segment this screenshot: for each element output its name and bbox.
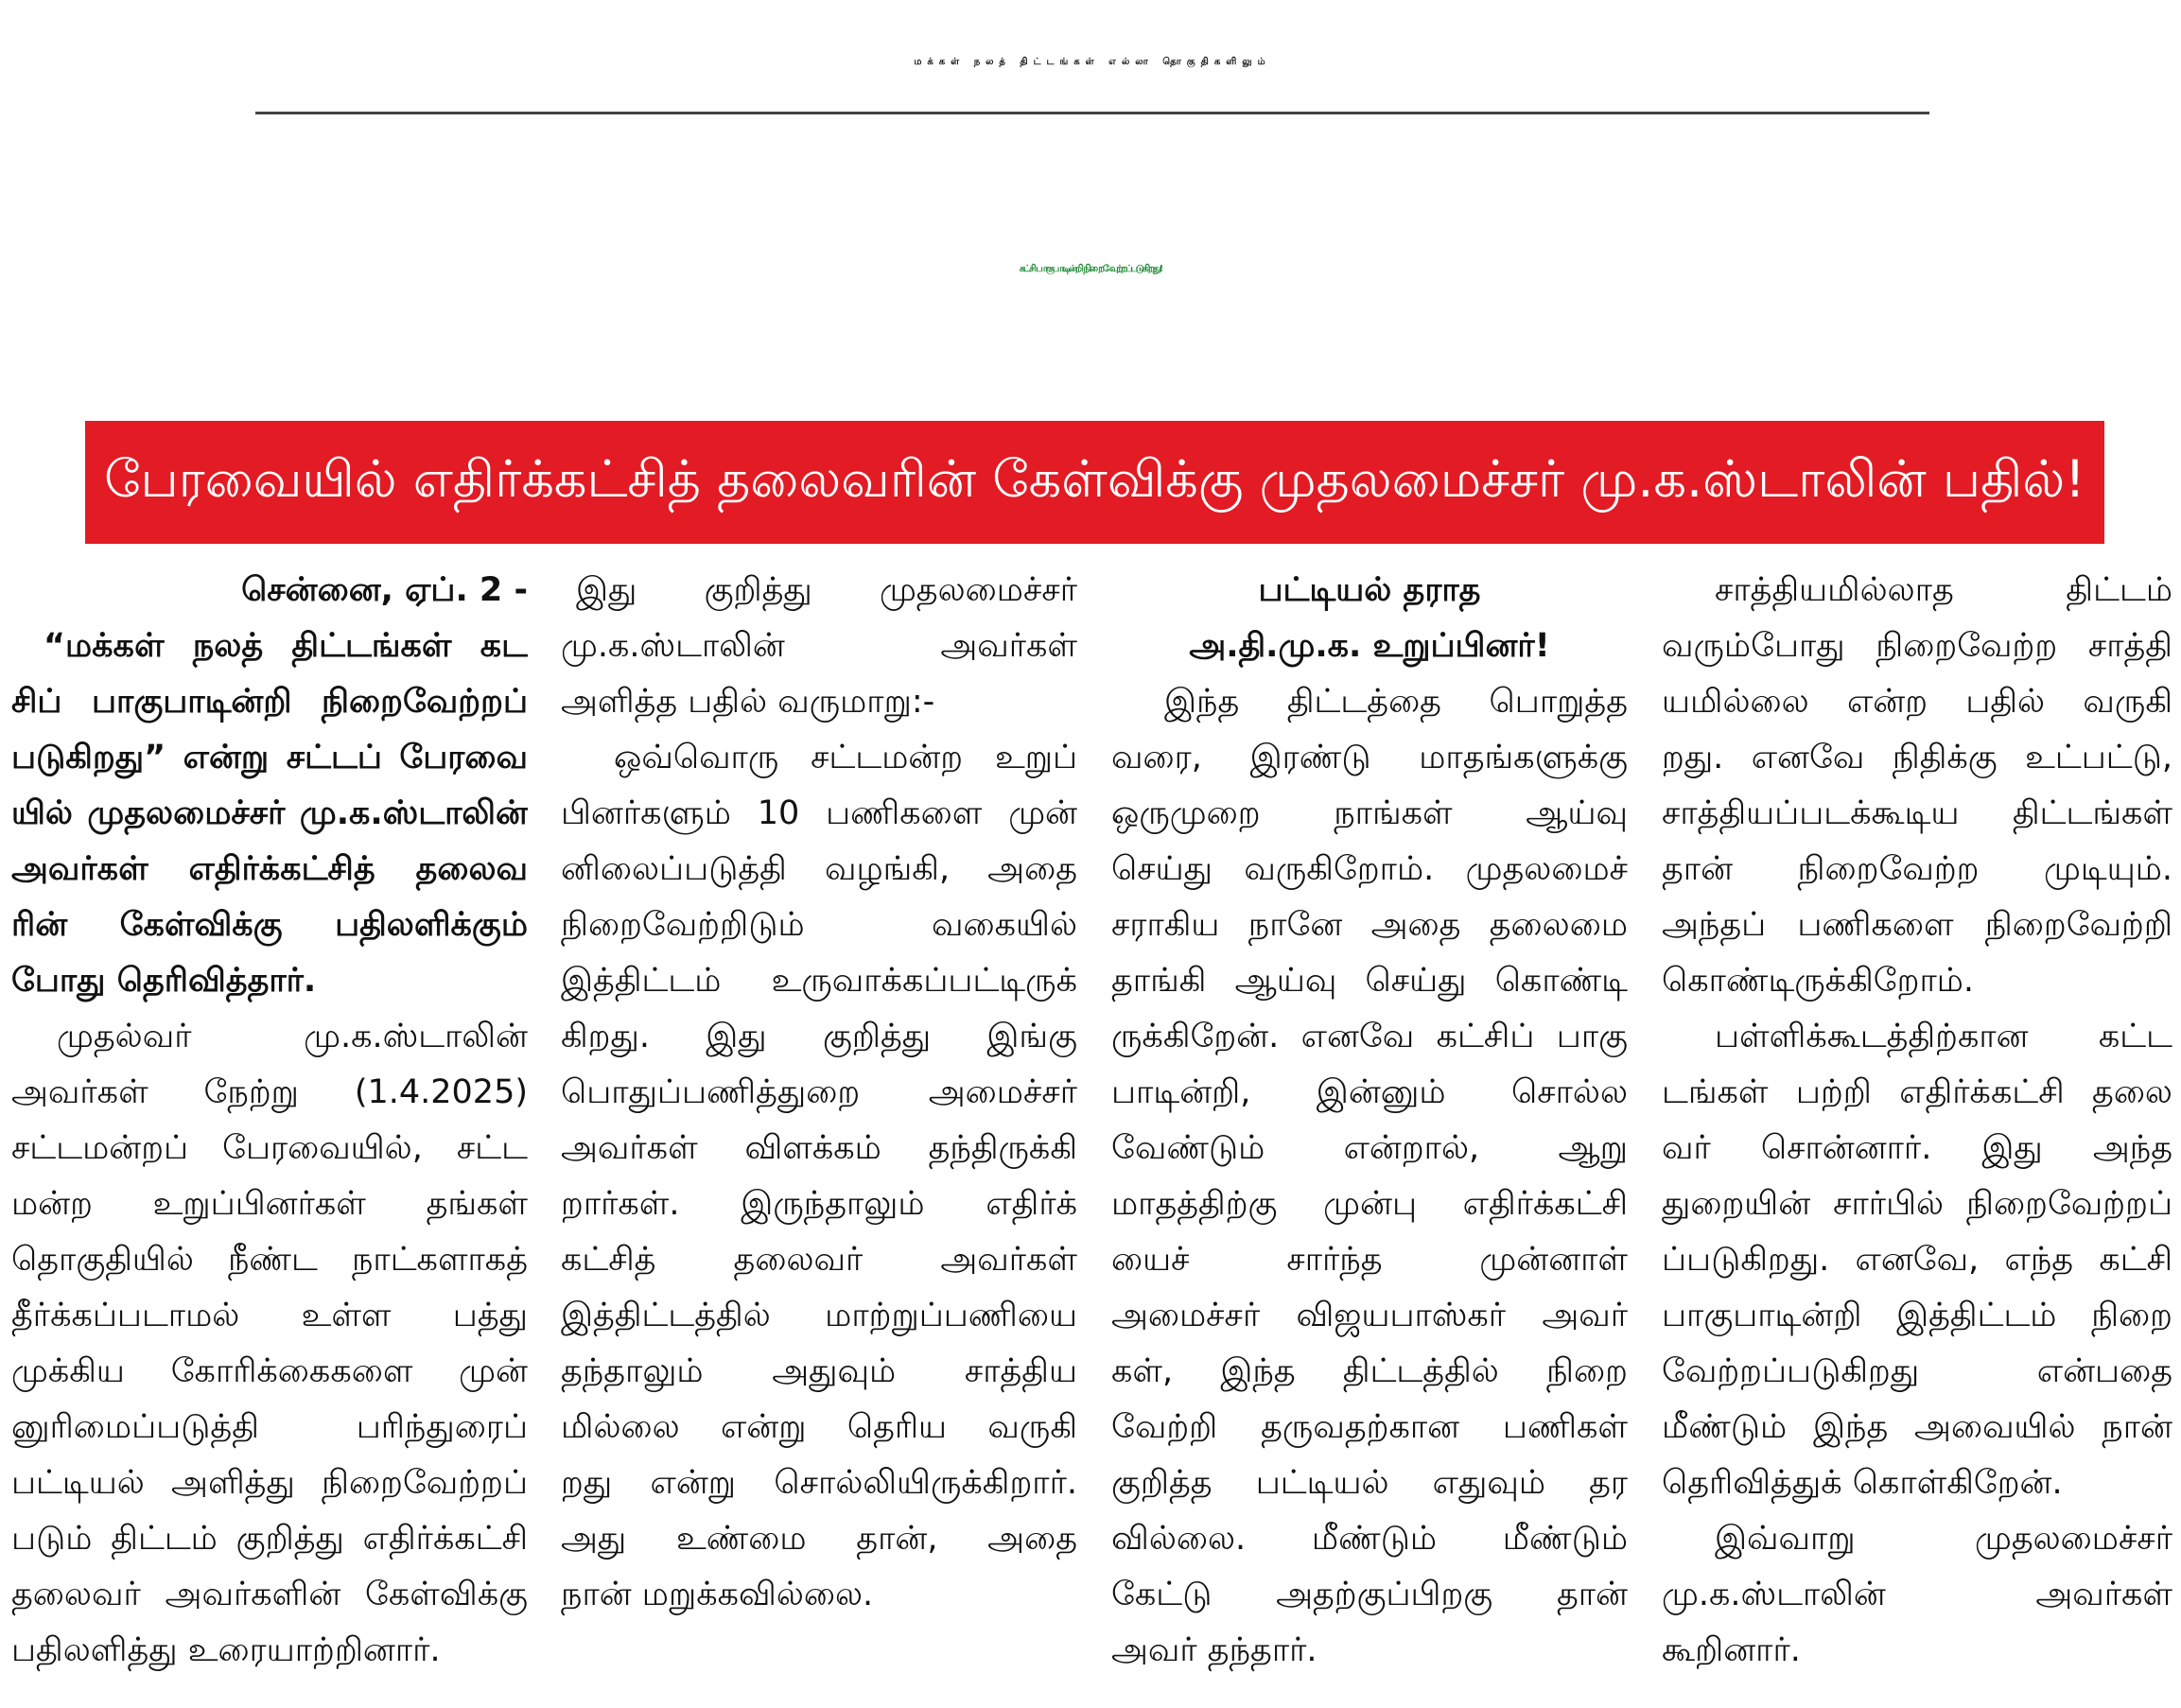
body-line: டங்கள் பற்றி எதிர்க்கட்சி தலை bbox=[1662, 1073, 2172, 1111]
body-line: முதல்வர் மு.க.ஸ்டாலின் bbox=[57, 1018, 528, 1055]
body-line: அவர் தந்தார். bbox=[1111, 1631, 1317, 1669]
kicker-underline bbox=[255, 112, 1929, 114]
body-line: மு.க.ஸ்டாலின் அவர்கள் bbox=[1662, 1576, 2172, 1613]
body-line: இத்திட்டம் உருவாக்கப்பட்டிருக் bbox=[561, 962, 1077, 1000]
banner-text: பேரவையில் எதிர்க்கட்சித் தலைவரின் கேள்விக்கு முதலமைச்சர் மு.க.ஸ்டாலின் பதில்! bbox=[104, 448, 2085, 509]
body-line: றது என்று சொல்லியிருக்கிறார். bbox=[561, 1464, 1077, 1502]
lead-line: சிப் பாகுபாடின்றி நிறைவேற்றப் bbox=[11, 683, 528, 721]
body-line: அவர்கள் நேற்று (1.4.2025) bbox=[11, 1073, 528, 1111]
lead-line: அவர்கள் எதிர்க்கட்சித் தலைவ bbox=[11, 850, 528, 888]
body-line: இவ்வாறு முதலமைச்சர் bbox=[1715, 1520, 2172, 1558]
body-line: வில்லை. மீண்டும் மீண்டும் bbox=[1111, 1520, 1628, 1558]
body-line: பொதுப்பணித்துறை அமைச்சர் bbox=[561, 1073, 1077, 1111]
body-line: தெரிவித்துக் கொள்கிறேன். bbox=[1662, 1464, 2063, 1502]
body-line: னுரிமைப்படுத்தி பரிந்துரைப் bbox=[11, 1408, 528, 1446]
body-line: மீண்டும் இந்த அவையில் நான் bbox=[1662, 1408, 2172, 1446]
body-line: கொண்டிருக்கிறோம். bbox=[1662, 962, 1975, 1000]
main-headline: கட்சி பாகுபாடின்றி நிறைவேற்றப்படுகிறது! bbox=[1019, 264, 1162, 274]
body-line: ருக்கிறேன். எனவே கட்சிப் பாகு bbox=[1111, 1018, 1628, 1055]
body-line: கேட்டு அதற்குப்பிறகு தான் bbox=[1111, 1576, 1628, 1613]
body-line: கூறினார். bbox=[1662, 1631, 1801, 1669]
body-line: அவர்கள் விளக்கம் தந்திருக்கி bbox=[561, 1129, 1077, 1167]
body-line: பட்டியல் அளித்து நிறைவேற்றப் bbox=[11, 1464, 528, 1502]
body-line: ஒருமுறை நாங்கள் ஆய்வு bbox=[1111, 794, 1628, 832]
body-line: ப்படுகிறது. எனவே, எந்த கட்சி bbox=[1662, 1241, 2172, 1279]
body-line: செய்து வருகிறோம். முதலமைச் bbox=[1111, 850, 1628, 888]
body-line: பினர்களும் 10 பணிகளை முன் bbox=[561, 794, 1077, 832]
body-line: கள், இந்த திட்டத்தில் நிறை bbox=[1111, 1352, 1628, 1390]
body-line: மன்ற உறுப்பினர்கள் தங்கள் bbox=[11, 1185, 528, 1223]
body-line: வர் சொன்னார். இது அந்த bbox=[1662, 1129, 2172, 1167]
body-line: நிறைவேற்றிடும் வகையில் bbox=[561, 906, 1077, 944]
kicker-heading: மக்கள் நலத் திட்டங்கள் எல்லா தொகுதிகளிலும் bbox=[914, 57, 1271, 67]
body-line: ஒவ்வொரு சட்டமன்ற உறுப் bbox=[614, 739, 1077, 776]
body-line: தந்தாலும் அதுவும் சாத்திய bbox=[561, 1352, 1077, 1390]
body-line: வரும்போது நிறைவேற்ற சாத்தி bbox=[1662, 627, 2172, 665]
body-line: அந்தப் பணிகளை நிறைவேற்றி bbox=[1662, 906, 2172, 944]
body-line: றது. எனவே நிதிக்கு உட்பட்டு, bbox=[1662, 739, 2172, 776]
body-line: இந்த திட்டத்தை பொறுத்த bbox=[1164, 683, 1628, 721]
dateline: சென்னை, ஏப். 2 - bbox=[241, 571, 528, 609]
body-line: பள்ளிக்கூடத்திற்கான கட்ட bbox=[1715, 1018, 2172, 1055]
article-columns bbox=[0, 563, 2181, 1698]
lead-line: படுகிறது” என்று சட்டப் பேரவை bbox=[11, 739, 528, 776]
body-line: வேற்றி தருவதற்கான பணிகள் bbox=[1111, 1408, 1628, 1446]
body-line: மு.க.ஸ்டாலின் அவர்கள் bbox=[561, 627, 1077, 665]
body-line: தீர்க்கப்படாமல் உள்ள பத்து bbox=[11, 1297, 528, 1334]
body-line: படும் திட்டம் குறித்து எதிர்க்கட்சி bbox=[11, 1520, 528, 1558]
body-line: வரை, இரண்டு மாதங்களுக்கு bbox=[1111, 739, 1628, 776]
body-line: பாகுபாடின்றி இத்திட்டம் நிறை bbox=[1662, 1297, 2172, 1334]
column-3 bbox=[1111, 563, 1628, 1679]
column-2 bbox=[561, 563, 1077, 1623]
body-line: சட்டமன்றப் பேரவையில், சட்ட bbox=[11, 1129, 528, 1167]
lead-line: யில் முதலமைச்சர் மு.க.ஸ்டாலின் bbox=[11, 794, 528, 832]
body-line: சாத்தியப்படக்கூடிய திட்டங்கள் bbox=[1662, 794, 2172, 832]
body-line: சாத்தியமில்லாத திட்டம் bbox=[1715, 571, 2172, 609]
lead-line: ரின் கேள்விக்கு பதிலளிக்கும் bbox=[11, 906, 528, 944]
body-line: யமில்லை என்ற பதில் வருகி bbox=[1662, 683, 2172, 721]
lead-line: போது தெரிவித்தார். bbox=[11, 962, 317, 1000]
body-line: அது உண்மை தான், அதை bbox=[561, 1520, 1077, 1558]
body-line: குறித்த பட்டியல் எதுவும் தர bbox=[1111, 1464, 1628, 1502]
body-line: அளித்த பதில் வருமாறு:- bbox=[561, 683, 935, 721]
lead-line: “மக்கள் நலத் திட்டங்கள் கட bbox=[44, 627, 528, 665]
body-line: மில்லை என்று தெரிய வருகி bbox=[561, 1408, 1077, 1446]
body-line: வேண்டும் என்றால், ஆறு bbox=[1111, 1129, 1628, 1167]
column-1 bbox=[11, 563, 528, 1679]
body-line: துறையின் சார்பில் நிறைவேற்றப் bbox=[1662, 1185, 2172, 1223]
body-line: னிலைப்படுத்தி வழங்கி, அதை bbox=[561, 850, 1077, 888]
body-line: தான் நிறைவேற்ற முடியும். bbox=[1662, 850, 2172, 888]
body-line: இது குறித்து முதலமைச்சர் bbox=[576, 571, 1077, 609]
body-line: பதிலளித்து உரையாற்றினார். bbox=[11, 1631, 441, 1669]
body-line: தாங்கி ஆய்வு செய்து கொண்டி bbox=[1111, 962, 1628, 1000]
body-line: நான் மறுக்கவில்லை. bbox=[561, 1576, 874, 1613]
body-line: மாதத்திற்கு முன்பு எதிர்க்கட்சி bbox=[1111, 1185, 1628, 1223]
body-line: கட்சித் தலைவர் அவர்கள் bbox=[561, 1241, 1077, 1279]
column-subhead: அ.தி.மு.க. உறுப்பினர்! bbox=[1189, 627, 1550, 665]
column-subhead: பட்டியல் தராத bbox=[1258, 571, 1481, 609]
body-line: இத்திட்டத்தில் மாற்றுப்பணியை bbox=[561, 1297, 1077, 1334]
body-line: பாடின்றி, இன்னும் சொல்ல bbox=[1111, 1073, 1628, 1111]
body-line: அமைச்சர் விஜயபாஸ்கர் அவர் bbox=[1111, 1297, 1628, 1334]
red-subheading-banner bbox=[85, 421, 2104, 544]
body-line: கிறது. இது குறித்து இங்கு bbox=[561, 1018, 1077, 1055]
body-line: சராகிய நானே அதை தலைமை bbox=[1111, 906, 1628, 944]
body-line: முக்கிய கோரிக்கைகளை முன் bbox=[11, 1352, 528, 1390]
column-4 bbox=[1662, 563, 2172, 1679]
body-line: யைச் சார்ந்த முன்னாள் bbox=[1111, 1241, 1628, 1279]
body-line: தலைவர் அவர்களின் கேள்விக்கு bbox=[11, 1576, 528, 1613]
body-line: றார்கள். இருந்தாலும் எதிர்க் bbox=[561, 1185, 1077, 1223]
body-line: வேற்றப்படுகிறது என்பதை bbox=[1662, 1352, 2172, 1390]
body-line: தொகுதியில் நீண்ட நாட்களாகத் bbox=[11, 1241, 528, 1279]
